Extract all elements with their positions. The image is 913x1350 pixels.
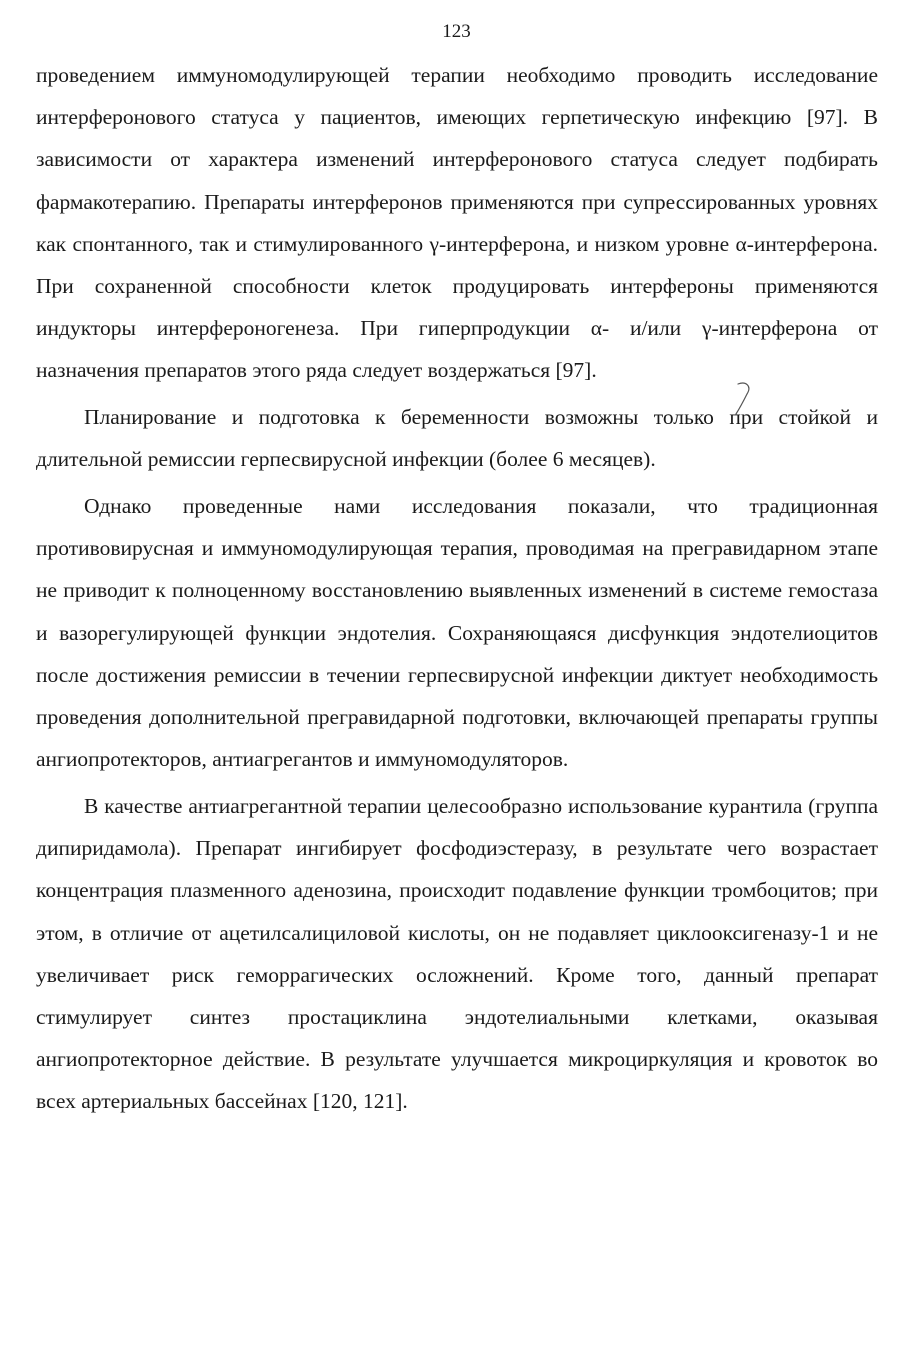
paragraph-antiaggregant-therapy: В качестве антиагрегантной терапии целесообразно использование курантила (группа дипиридамола). Препарат ингибирует фосфодиэстеразу, в результате чего возрастает концентрация плазменного аденозина, происходит подавление функции тромбоцитов; при этом, в отличие от ацетилсалициловой кислоты, он не подавляет циклооксигеназу-1 и не увеличивает риск геморрагических осложнений. Кроме того, данный препарат стимулирует синтез простациклина эндотелиальными клетками, оказывая ангиопротекторное действие. В результате улучшается микроциркуляция и кровоток во всех артериальных бассейнах [120, 121]. <box>36 793 878 1114</box>
page-number: 123 <box>442 21 471 42</box>
paragraph-research-findings: Однако проведенные нами исследования показали, что традиционная противовирусная и иммуномодулирующая терапия, проводимая на прегравидарном этапе не приводит к полноценному восстановлению выявленных изменений в системе гемостаза и вазорегулирующей функции эндотелия. Сохраняющаяся дисфункция эндотелиоцитов после достижения ремиссии в течении герпесвирусной инфекции диктует необходимость проведения дополнительной прегравидарной подготовки, включающей препараты группы ангиопротекторов, антиагрегантов и иммуномодуляторов. <box>36 494 878 772</box>
paragraph-pregnancy-planning: Планирование и подготовка к беременности возможны только при стойкой и длительной ремиссии герпесвирусной инфекции (более 6 месяцев). <box>36 405 878 472</box>
handwritten-pen-mark <box>732 380 762 420</box>
document-body <box>36 54 878 1127</box>
paragraph-interferon-status: проведением иммуномодулирующей терапии необходимо проводить исследование интерферонового статуса у пациентов, имеющих герпетическую инфекцию [97]. В зависимости от характера изменений интерферонового статуса следует подбирать фармакотерапию. Препараты интерферонов применяются при супрессированных уровнях как спонтанного, так и стимулированного γ-интерферона, и низком уровне α-интерферона. При сохраненной способности клеток продуцировать интерфероны применяются индукторы интерфероногенеза. При гиперпродукции α- и/или γ-интерферона от назначения препаратов этого ряда следует воздержаться [97]. <box>36 63 878 383</box>
